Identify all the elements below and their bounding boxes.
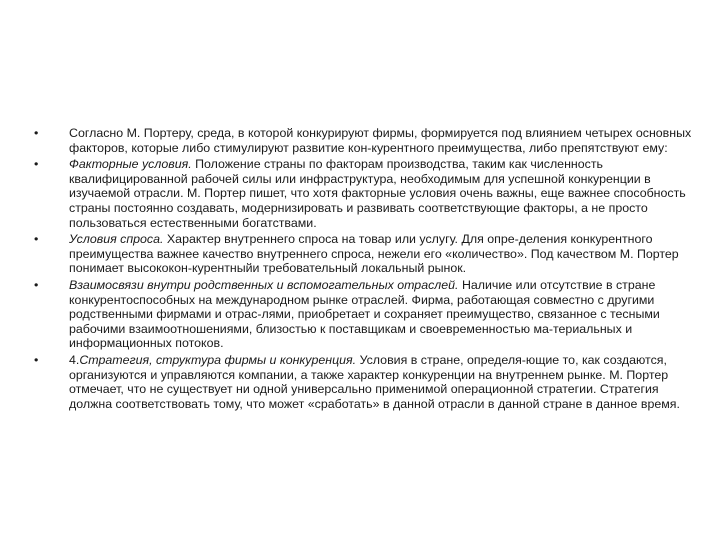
item-text: Условия в стране, определя-ющие то, как создаются, организуются и управляются компании, а также характер конкуренции на внутреннем рынке. М. Портер отмечает, что не существует ни одной универсально применимой операционной стратегии. Стратегия должна соответствовать тому, что может «сработать» в данной отрасли в данной стране в данное время. — [69, 352, 680, 411]
bullet-dot-icon: • — [34, 126, 39, 140]
item-lead: Условия спроса. — [69, 232, 164, 247]
bullet-dot-icon: • — [34, 352, 39, 367]
item-text: Положение страны по факторам производства, таким как численность квалифицированной рабочей силы или инфраструктура, необходимым для успешной конкуренции в изучаемой отрасли. М. Портер пишет, что хотя факторные условия очень важны, еще важнее способность страны постоянно создавать, модернизировать и развивать соответствующие факторы, а не просто пользоваться естественными богатствами. — [69, 157, 686, 230]
bullet-list — [34, 126, 696, 413]
item-lead: Стратегия, структура фирмы и конкуренция. — [79, 352, 357, 367]
bullet-dot-icon: • — [34, 277, 39, 292]
item-lead: Взаимосвязи внутри родственных и вспомогательных отраслей. — [69, 277, 459, 292]
item-text: Характер внутреннего спроса на товар или услугу. Для опре-деления конкурентного преимущества важнее качество внутреннего спроса, нежели его «количество». Под качеством М. Портер понимает высококон-курентныйи требовательный локальный рынок. — [69, 232, 679, 276]
list-item — [34, 157, 696, 230]
list-item — [34, 278, 696, 351]
item-text: Согласно М. Портеру, среда, в которой конкурируют фирмы, формируется под влиянием четырех основных факторов, которые либо стимулируют развитие кон-курентного преимущества, либо препятствуют ему: — [69, 126, 692, 155]
item-lead: Факторные условия. — [69, 157, 192, 172]
list-item — [34, 353, 696, 411]
item-text: Наличие или отсутствие в стране конкурентоспособных на международном рынке отраслей. Фирма, работающая совместно с другими родственными фирмами и отрас-лями, приобретает и сохраняет преимущество, связанное с тесными рабочими взаимоотношениями, близостью к поставщикам и своевременностью ма-териальных и информационных потоков. — [69, 277, 660, 351]
list-item — [34, 232, 696, 276]
bullet-dot-icon: • — [34, 232, 39, 247]
list-item — [34, 126, 696, 155]
item-prefix: 4. — [69, 352, 80, 367]
bullet-dot-icon: • — [34, 157, 39, 172]
